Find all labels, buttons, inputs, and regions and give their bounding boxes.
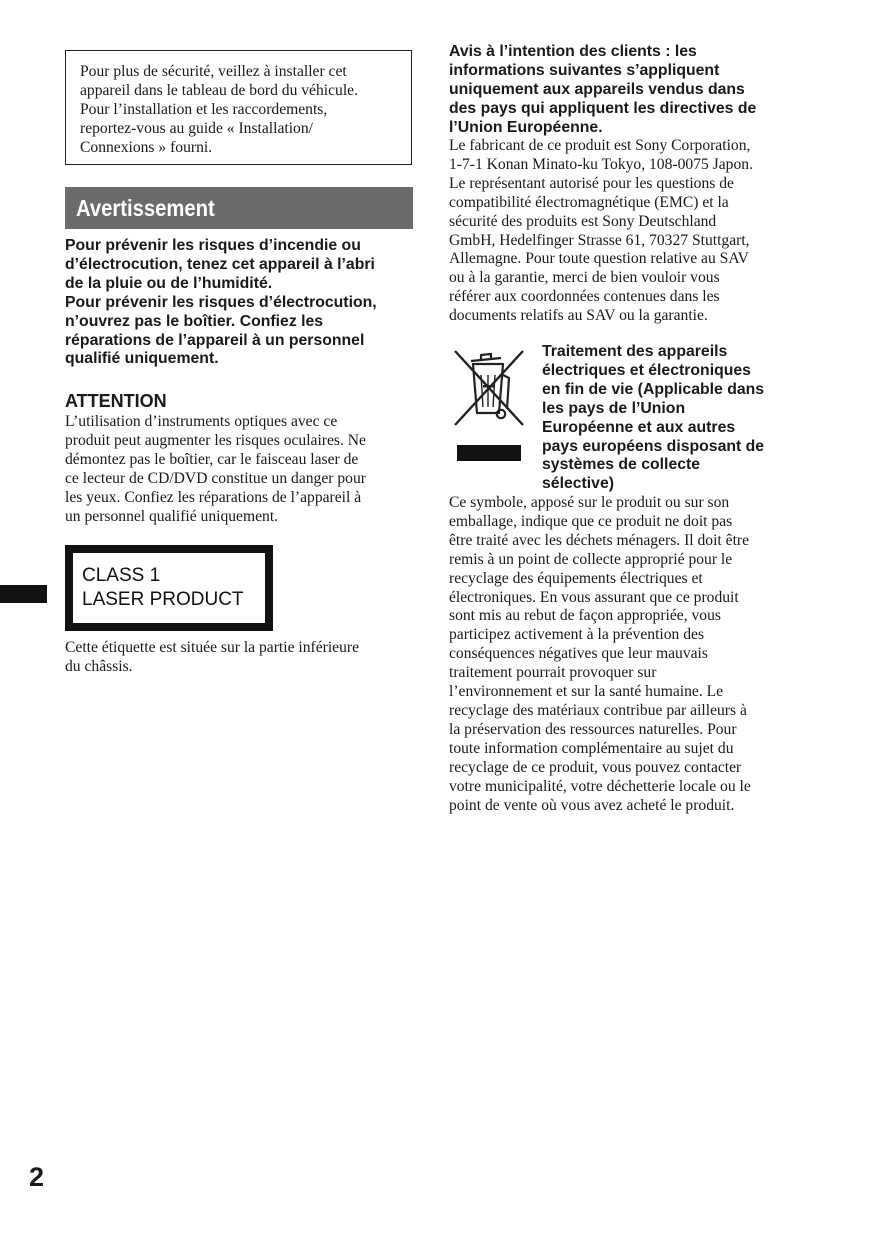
weee-line: traitement pourrait provoquer sur [449,664,657,682]
warning-line: d’électrocution, tenez cet appareil à l’abri [65,255,375,273]
attention-line: démontez pas le boîtier, car le faisceau laser de [65,450,359,468]
weee-heading-line: électriques et électroniques [542,361,751,379]
weee-text [449,494,751,815]
label-location-note [65,639,359,677]
eu-notice-line: compatibilité électromagnétique (EMC) et la [449,193,729,211]
attention-text [65,413,366,526]
weee-line: électroniques. En vous assurant que ce produit [449,588,739,606]
label-note-line: du châssis. [65,657,133,675]
weee-line: recyclage des équipements électriques et [449,569,703,587]
attention-line: L’utilisation d’instruments optiques avec ce [65,413,338,430]
attention-line: produit peut augmenter les risques oculaires. Ne [65,431,366,449]
section-tab-marker [0,585,47,603]
weee-line: être traité avec les déchets ménagers. Il doit être [449,531,750,549]
attention-line: un personnel qualifié uniquement. [65,507,279,525]
weee-line: sont mis au rebut de façon appropriée, vous [449,607,721,625]
weee-line: recyclage de ce produit, vous pouvez contacter [449,758,742,776]
eu-notice-line: référer aux coordonnées contenues dans les [449,288,720,306]
warning-line: Pour prévenir les risques d’électrocution, [65,293,377,311]
weee-heading [542,343,764,494]
weee-line: la préservation des ressources naturelles. Pour [449,720,737,738]
attention-heading: ATTENTION [65,391,167,411]
eu-notice-line: Le fabricant de ce produit est Sony Corporation, [449,137,751,154]
weee-heading-line: en fin de vie (Applicable dans [542,380,765,398]
eu-notice-heading-line: l’Union Européenne. [449,118,603,136]
warning-line: qualifié uniquement. [65,350,219,368]
safety-note-line: appareil dans le tableau de bord du véhicule. [80,81,358,99]
crossed-out-bin-icon [449,345,527,463]
eu-notice-line: documents relatifs au SAV ou la garantie. [449,307,708,325]
laser-product-label [65,545,273,631]
warning-line: de la pluie ou de l’humidité. [65,274,273,292]
laser-label-inner [73,553,265,623]
weee-line: recyclage des matériaux contribue par ailleurs à [449,701,747,719]
eu-notice-line: ou à la garantie, merci de bien vouloir vous [449,269,720,287]
safety-note-line: Pour plus de sécurité, veillez à installer cet [80,63,347,80]
warning-line: réparations de l’appareil à un personnel [65,331,365,349]
page-number: 2 [29,1162,45,1192]
weee-heading-line: Traitement des appareils [542,343,728,360]
weee-line: remis à un point de collecte approprié pour le [449,550,733,568]
warning-title: Avertissement [76,195,215,221]
weee-line: l’environnement et sur la santé humaine. Le [449,683,724,701]
eu-notice-heading-line: uniquement aux appareils vendus dans [449,80,745,98]
eu-notice-line: GmbH, Hedelfinger Strasse 61, 70327 Stuttgart, [449,231,750,249]
weee-line: toute information complémentaire au sujet du [449,739,734,757]
eu-notice-heading-line: informations suivantes s’appliquent [449,61,720,79]
eu-notice-heading [449,43,756,138]
weee-line: votre municipalité, votre déchetterie locale ou le [449,777,751,795]
weee-heading-line: sélective) [542,475,615,493]
safety-note-line: Pour l’installation et les raccordements, [80,100,328,118]
laser-class-text: CLASS 1 [82,565,161,586]
attention-line: les yeux. Confiez les réparations de l’appareil à [65,488,362,506]
warning-line: Pour prévenir les risques d’incendie ou [65,237,361,254]
eu-notice-heading-line: Avis à l’intention des clients : les [449,43,697,60]
warning-section-header [65,187,413,229]
eu-notice-line: 1-7-1 Konan Minato-ku Tokyo, 108-0075 Japon. [449,155,753,173]
weee-heading-line: systèmes de collecte [542,456,701,474]
eu-notice-text [449,137,753,326]
weee-line: conséquences négatives que leur mauvais [449,645,708,663]
eu-notice-line: Le représentant autorisé pour les questions de [449,174,734,192]
laser-product-text: LASER PRODUCT [82,589,244,610]
safety-note-line: Connexions » fourni. [80,138,213,156]
eu-notice-heading-line: des pays qui appliquent les directives de [449,99,757,117]
weee-line: participez activement à la prévention des [449,626,705,644]
attention-line: ce lecteur de CD/DVD constitue un danger pour [65,469,366,487]
safety-note-line: reportez-vous au guide « Installation/ [80,119,313,137]
weee-line: Ce symbole, apposé sur le produit ou sur son [449,494,730,511]
weee-line: point de vente où vous avez acheté le produit. [449,796,735,814]
weee-heading-line: pays européens disposant de [542,437,765,455]
safety-note-box [65,50,412,165]
weee-heading-line: les pays de l’Union [542,399,686,417]
eu-notice-line: Allemagne. Pour toute question relative au SAV [449,250,749,268]
warning-text [65,237,377,369]
warning-line: n’ouvrez pas le boîtier. Confiez les [65,312,324,330]
eu-notice-line: sécurité des produits est Sony Deutschland [449,212,717,230]
weee-line: emballage, indique que ce produit ne doit pas [449,512,733,530]
label-note-line: Cette étiquette est située sur la partie inférieure [65,639,359,656]
weee-heading-line: Européenne et aux autres [542,418,736,436]
